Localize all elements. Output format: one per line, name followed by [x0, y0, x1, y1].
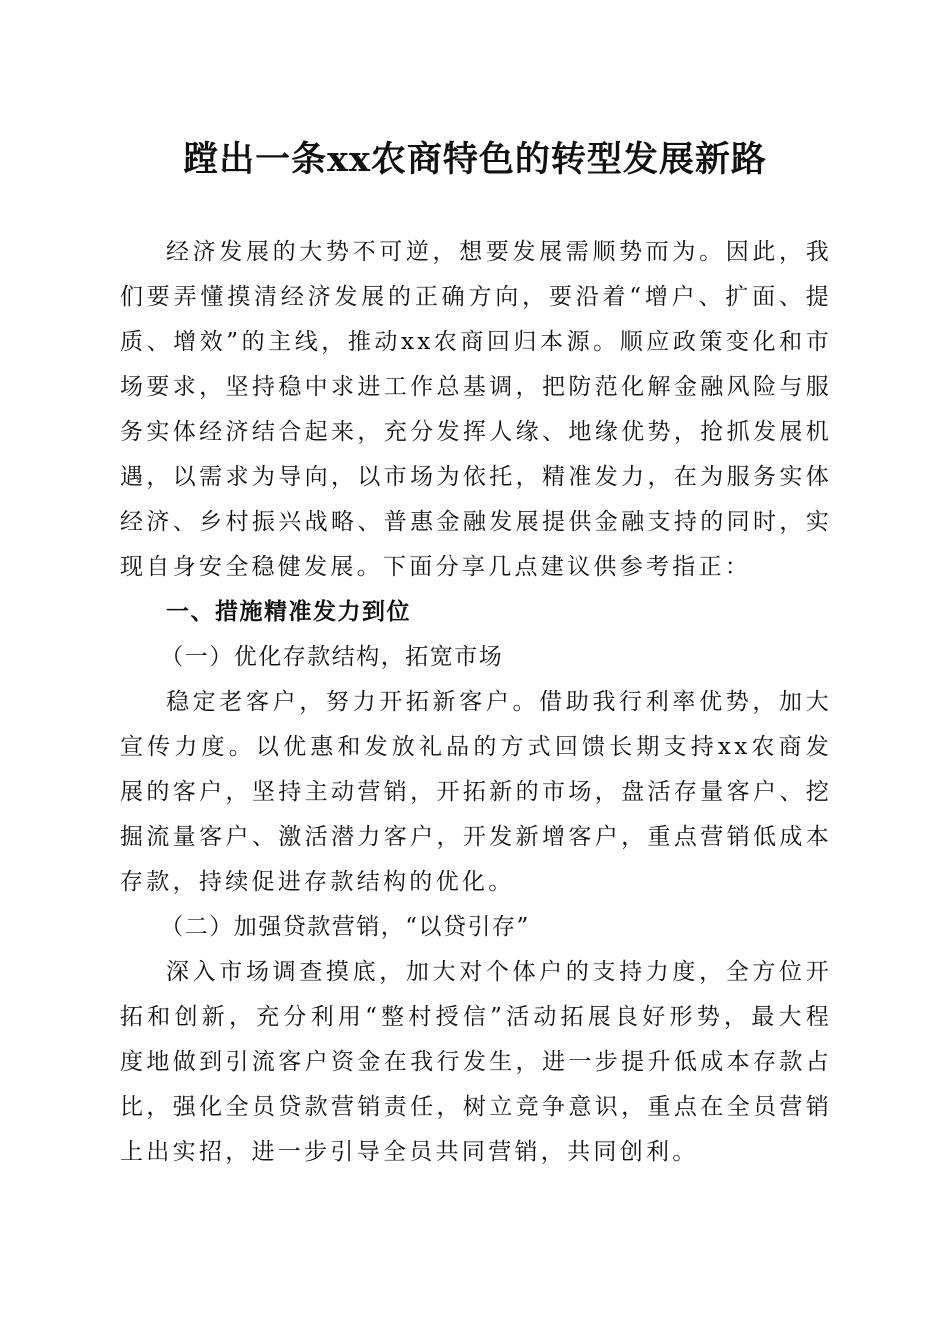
subsection-paragraph: 稳定老客户，努力开拓新客户。借助我行利率优势，加大宣传力度。以优惠和发放礼品的方式回馈长期支持xx农商发展的客户，坚持主动营销，开拓新的市场，盘活存量客户、挖掘流量客户、激活潜力客户，开发新增客户，重点营销低成本存款，持续促进存款结构的优化。: [120, 689, 832, 895]
section-heading: 一、措施精准发力到位: [166, 599, 411, 625]
subsection-paragraph: 深入市场调查摸底，加大对个体户的支持力度，全方位开拓和创新，充分利用“整村授信”活动拓展良好形势，最大程度地做到引流客户资金在我行发生，进一步提升低成本存款占比，强化全员贷款营销责任，树立竞争意识，重点在全员营销上出实招，进一步引导全员共同营销，共同创利。: [120, 959, 832, 1165]
document-title: 蹚出一条xx农商特色的转型发展新路: [183, 139, 767, 180]
subsection-heading: （一）优化存款结构，拓宽市场: [160, 644, 504, 670]
document-body: [120, 230, 832, 1175]
subsection-heading: （二）加强贷款营销，“以贷引存”: [160, 914, 530, 940]
intro-paragraph: 经济发展的大势不可逆，想要发展需顺势而为。因此，我们要弄懂摸清经济发展的正确方向，要沿着“增户、扩面、提质、增效”的主线，推动xx农商回归本源。顺应政策变化和市场要求，坚持稳中求进工作总基调，把防范化解金融风险与服务实体经济结合起来，充分发挥人缘、地缘优势，抢抓发展机遇，以需求为导向，以市场为依托，精准发力，在为服务实体经济、乡村振兴战略、普惠金融发展提供金融支持的同时，实现自身安全稳健发展。下面分享几点建议供参考指正：: [120, 239, 832, 580]
